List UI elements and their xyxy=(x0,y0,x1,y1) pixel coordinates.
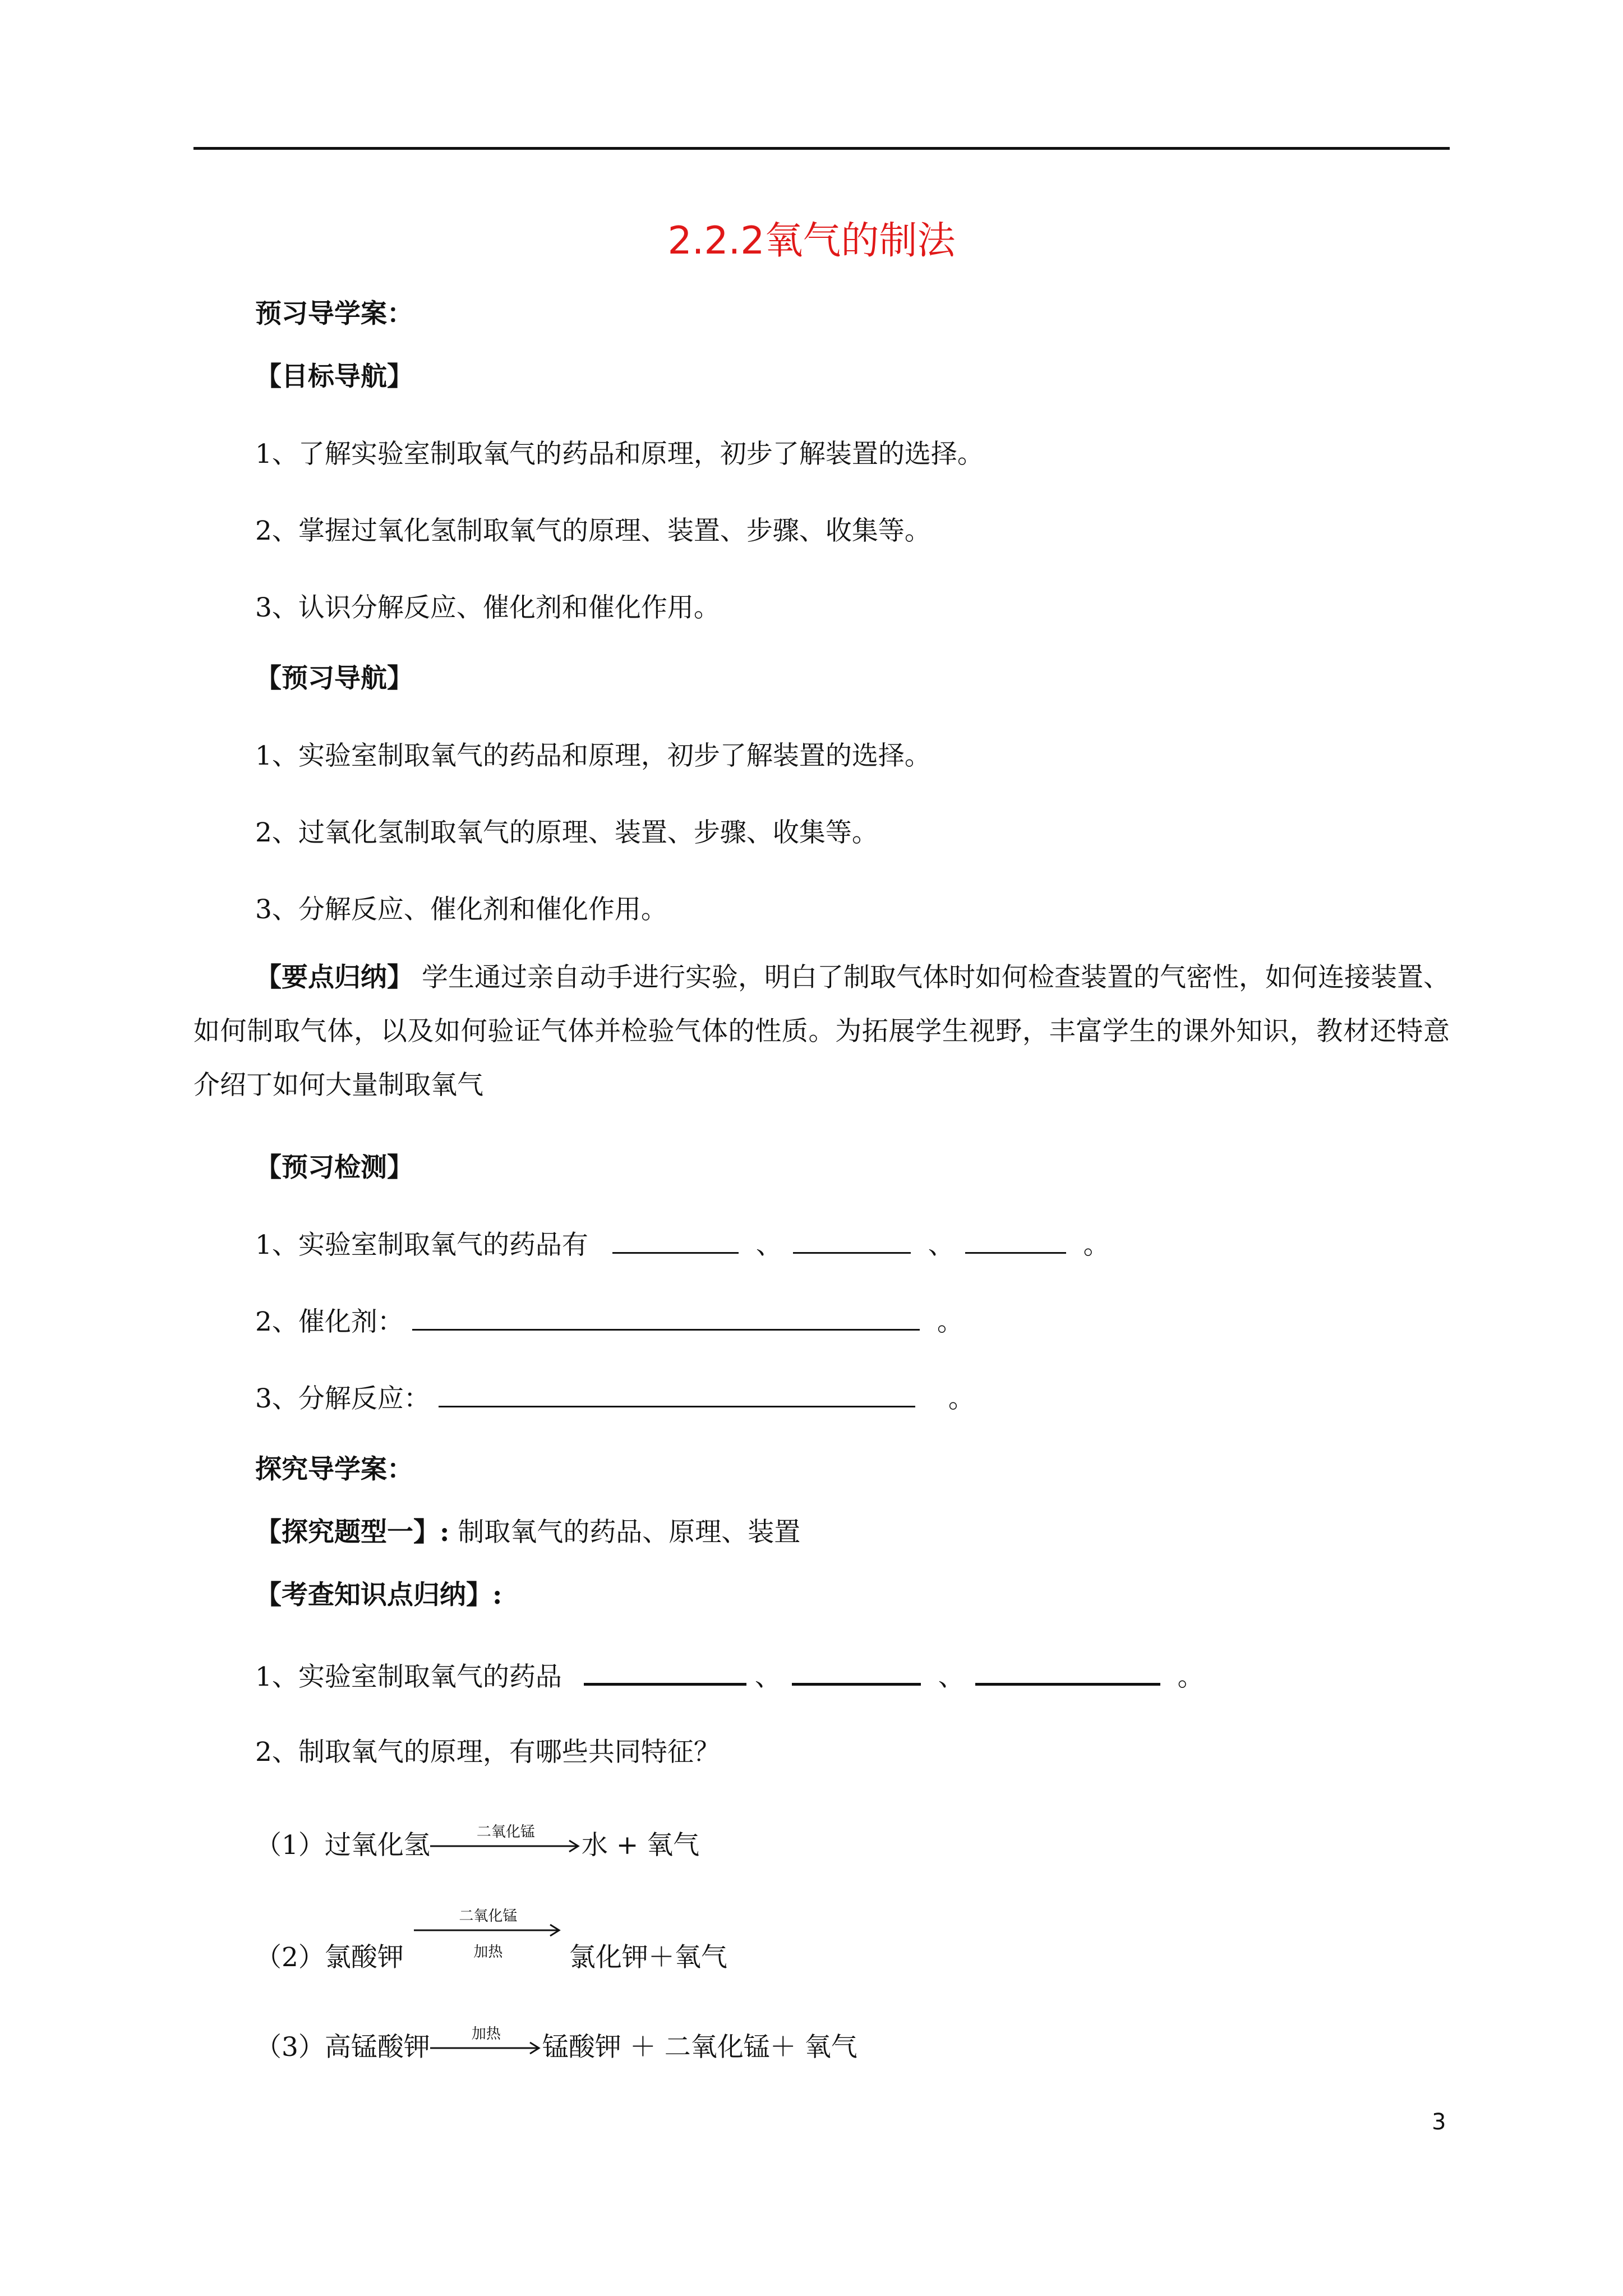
answer-blank[interactable] xyxy=(975,1660,1160,1686)
period: 。 xyxy=(1083,1230,1110,1260)
preview-nav-heading: 【预习导航】 xyxy=(255,663,413,694)
preview-heading: 预习导学案： xyxy=(255,298,413,329)
reaction-row xyxy=(255,1824,700,1865)
header-rule xyxy=(193,147,1450,150)
explore-type-text: 制取氧气的药品、原理、装置 xyxy=(458,1517,801,1548)
reaction-arrow xyxy=(430,1824,582,1865)
key-points-paragraph xyxy=(193,951,1450,1112)
reaction-condition: 加热 xyxy=(471,2026,501,2042)
reaction-arrow xyxy=(430,2026,542,2067)
period: 。 xyxy=(1177,1662,1204,1692)
reaction-products: 锰酸钾 ＋ 二氧化锰＋ 氧气 xyxy=(542,2032,857,2063)
answer-blank[interactable] xyxy=(412,1306,920,1331)
answer-blank[interactable] xyxy=(612,1230,739,1254)
period: 。 xyxy=(937,1306,963,1337)
explore-type-line xyxy=(255,1515,800,1550)
reaction-condition: 二氧化锰 xyxy=(459,1908,518,1925)
reaction-row xyxy=(255,2026,857,2067)
key-points-text: 学生通过亲自动手进行实验，明白了制取气体时如何检查装置的气密性，如何连接装置、如何制取气体，以及如何验证气体并检验气体的性质。为拓展学生视野，丰富学生的课外知识，教材还特意介绍丁如何大量制取氧气 xyxy=(193,962,1450,1101)
answer-blank[interactable] xyxy=(584,1660,746,1686)
question-text: 1、实验室制取氧气的药品 xyxy=(255,1662,562,1692)
knowledge-heading: 【考查知识点归纳】: xyxy=(255,1580,502,1611)
preview-test-heading: 【预习检测】 xyxy=(255,1152,413,1183)
answer-blank[interactable] xyxy=(792,1660,921,1686)
goal-item: 1、了解实验室制取氧气的药品和原理，初步了解装置的选择。 xyxy=(255,439,984,470)
question-text: 1、实验室制取氧气的药品有 xyxy=(255,1230,588,1260)
answer-blank[interactable] xyxy=(439,1383,915,1407)
reaction-products: 氯化钾＋氧气 xyxy=(569,1942,727,1973)
preview-nav-item: 3、分解反应、催化剂和催化作用。 xyxy=(255,894,667,925)
separator: 、 xyxy=(938,1662,965,1692)
page-title: 2.2.2氧气的制法 xyxy=(667,219,956,263)
key-points-heading: 【要点归纳】 xyxy=(255,962,414,993)
reaction-condition: 二氧化锰 xyxy=(476,1824,535,1841)
goal-item: 2、掌握过氧化氢制取氧气的原理、装置、步骤、收集等。 xyxy=(255,516,931,546)
separator: 、 xyxy=(755,1230,782,1260)
question-text: 2、催化剂： xyxy=(255,1306,404,1337)
reaction-products: 水 + 氧气 xyxy=(581,1830,700,1861)
reaction-condition: 加热 xyxy=(473,1944,503,1961)
preview-test-q1 xyxy=(255,1227,1110,1263)
preview-test-q3 xyxy=(255,1381,975,1417)
goals-heading: 【目标导航】 xyxy=(255,361,413,392)
answer-blank[interactable] xyxy=(965,1230,1066,1254)
page-number: 3 xyxy=(1432,2109,1446,2135)
knowledge-q2: 2、制取氧气的原理，有哪些共同特征？ xyxy=(255,1737,720,1768)
preview-test-q2 xyxy=(255,1304,963,1340)
answer-blank[interactable] xyxy=(793,1230,911,1254)
reactant-label: （3）高锰酸钾 xyxy=(255,2032,430,2063)
preview-nav-item: 2、过氧化氢制取氧气的原理、装置、步骤、收集等。 xyxy=(255,817,878,848)
reaction-arrow xyxy=(414,1908,562,1961)
question-text: 3、分解反应： xyxy=(255,1383,430,1414)
knowledge-q1 xyxy=(255,1659,1204,1695)
reaction-row xyxy=(255,1908,727,1977)
separator: 、 xyxy=(928,1230,955,1260)
reactant-label: （2）氯酸钾 xyxy=(255,1942,404,1973)
explore-type-heading: 【探究题型一】: xyxy=(255,1517,450,1548)
explore-heading: 探究导学案： xyxy=(255,1454,413,1485)
preview-nav-item: 1、实验室制取氧气的药品和原理，初步了解装置的选择。 xyxy=(255,740,931,771)
goal-item: 3、认识分解反应、催化剂和催化作用。 xyxy=(255,592,720,623)
period: 。 xyxy=(948,1383,975,1414)
reactant-label: （1）过氧化氢 xyxy=(255,1830,430,1861)
separator: 、 xyxy=(754,1662,781,1692)
